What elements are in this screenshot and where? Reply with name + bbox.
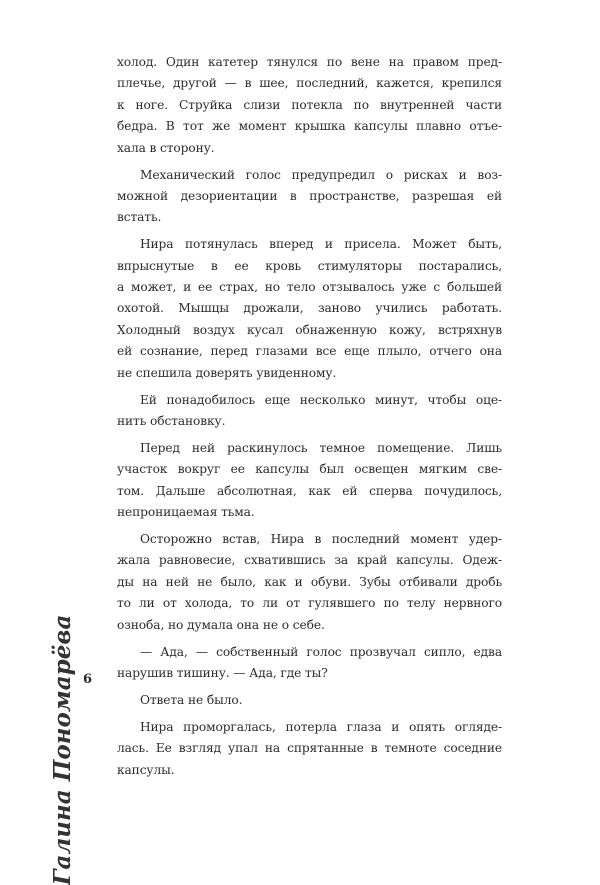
paragraph xyxy=(117,642,502,685)
text-line: озноба, но думала она не о себе. xyxy=(117,617,325,632)
text-line: Ответа не было. xyxy=(140,692,243,707)
text-line: жала равновесие, схватившись за край капсулы. Одеж- xyxy=(117,553,502,568)
author-signature xyxy=(48,495,82,885)
text-line: нить обстановку. xyxy=(117,414,226,428)
text-line: ей сознание, перед глазами все еще плыло, отчего она xyxy=(117,344,502,359)
text-line: Осторожно встав, Нира в последний момент удер- xyxy=(140,532,502,547)
text-line: а может, и ее страх, но тело отзывалось уже с большей xyxy=(117,280,502,295)
paragraph xyxy=(117,717,502,781)
text-line: Механический голос предупредил о рисках и воз- xyxy=(140,167,502,182)
text-line: Перед ней раскинулось темное помещение. Лишь xyxy=(140,440,502,455)
paragraph xyxy=(117,234,502,384)
text-line: том. Дальше абсолютная, как ей сперва почудилось, xyxy=(117,483,502,498)
paragraph xyxy=(117,165,502,229)
text-line: Ей понадобилось еще несколько минут, чтобы оце- xyxy=(140,392,502,407)
text-line: нарушив тишину. — Ада, где ты? xyxy=(117,665,328,680)
text-line: можной дезориентации в пространстве, разрешая ей xyxy=(117,188,502,203)
text-line: капсулы. xyxy=(117,762,175,777)
text-line: непроницаемая тьма. xyxy=(117,505,255,520)
text-line: плечье, другой — в шее, последний, кажется, крепился xyxy=(117,76,502,91)
paragraph xyxy=(117,52,502,159)
text-line: охотой. Мышцы дрожали, заново учились работать. xyxy=(117,301,502,316)
text-line: участок вокруг ее капсулы был освещен мягким све- xyxy=(117,462,502,477)
text-line: ды на ней не было, как и обуви. Зубы отбивали дробь xyxy=(117,574,502,589)
text-line: Нира проморгалась, потерла глаза и опять огляде- xyxy=(140,719,502,734)
text-line: лась. Ее взгляд упал на спрятанные в темноте соседние xyxy=(117,741,502,756)
text-line: то ли от холода, то ли от гулявшего по телу нервного xyxy=(117,596,502,611)
text-line: холод. Один катетер тянулся по вене на правом пред- xyxy=(117,55,502,69)
paragraph xyxy=(117,438,502,524)
page-number: 6 xyxy=(83,672,93,687)
text-line: впрыснутые в ее кровь стимуляторы постарались, xyxy=(117,258,502,273)
paragraph xyxy=(117,390,502,433)
text-line: бедра. В тот же момент крышка капсулы плавно отъе- xyxy=(117,119,502,134)
text-line: не спешила доверять увиденному. xyxy=(117,365,337,380)
text-line: встать. xyxy=(117,210,162,225)
text-line: к ноге. Струйка слизи потекла по внутренней части xyxy=(117,97,502,112)
text-line: Нира потянулась вперед и присела. Может быть, xyxy=(140,237,502,252)
text-line: хала в сторону. xyxy=(117,140,215,155)
text-line: Холодный воздух кусал обнаженную кожу, встряхнув xyxy=(117,322,502,337)
page-body xyxy=(117,52,502,787)
author-signature-text: Галина Пономарёва xyxy=(49,614,76,885)
paragraph xyxy=(117,529,502,636)
paragraph xyxy=(117,690,502,711)
text-line: — Ада, — собственный голос прозвучал сипло, едва xyxy=(140,644,502,659)
